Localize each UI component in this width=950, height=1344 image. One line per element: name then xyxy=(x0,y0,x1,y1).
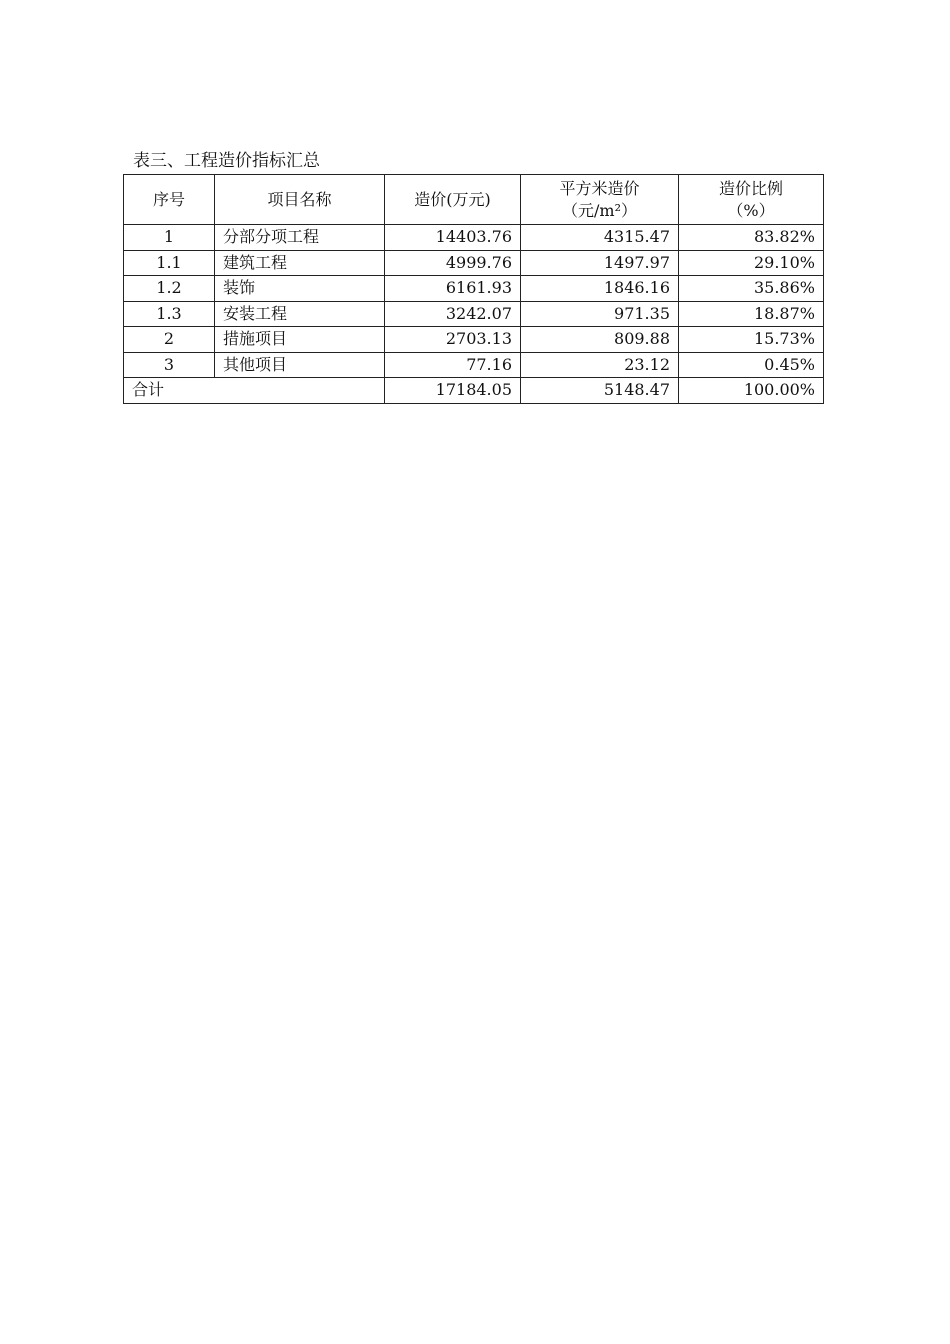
header-no: 序号 xyxy=(124,175,215,225)
cell-unit-cost: 23.12 xyxy=(521,352,679,378)
cell-cost: 3242.07 xyxy=(385,301,521,327)
cell-no: 2 xyxy=(124,327,215,353)
cell-unit-cost: 4315.47 xyxy=(521,225,679,251)
cell-cost: 6161.93 xyxy=(385,276,521,302)
cell-ratio: 35.86% xyxy=(679,276,824,302)
cell-ratio: 15.73% xyxy=(679,327,824,353)
cell-unit-cost: 971.35 xyxy=(521,301,679,327)
total-ratio: 100.00% xyxy=(679,378,824,404)
cell-cost: 14403.76 xyxy=(385,225,521,251)
table-row xyxy=(124,276,824,302)
cell-name: 装饰 xyxy=(215,276,385,302)
cost-index-summary-table xyxy=(123,174,824,404)
header-unit-cost-line2: （元/m²） xyxy=(562,200,637,220)
cell-name: 分部分项工程 xyxy=(215,225,385,251)
cell-no: 3 xyxy=(124,352,215,378)
cell-ratio: 0.45% xyxy=(679,352,824,378)
cell-name: 安装工程 xyxy=(215,301,385,327)
cell-no: 1 xyxy=(124,225,215,251)
cell-name: 措施项目 xyxy=(215,327,385,353)
cell-no: 1.2 xyxy=(124,276,215,302)
header-cost: 造价(万元) xyxy=(385,175,521,225)
table-row xyxy=(124,250,824,276)
header-name: 项目名称 xyxy=(215,175,385,225)
header-unit-cost-line1: 平方米造价 xyxy=(559,178,640,198)
header-ratio-line1: 造价比例 xyxy=(718,178,783,198)
table-row xyxy=(124,225,824,251)
cell-cost: 2703.13 xyxy=(385,327,521,353)
header-ratio xyxy=(679,175,824,225)
table-row xyxy=(124,301,824,327)
table-row xyxy=(124,327,824,353)
header-ratio-line2: （%） xyxy=(727,200,775,220)
total-label: 合计 xyxy=(124,378,385,404)
cell-no: 1.3 xyxy=(124,301,215,327)
cell-unit-cost: 1497.97 xyxy=(521,250,679,276)
total-row xyxy=(124,378,824,404)
table-caption: 表三、工程造价指标汇总 xyxy=(133,151,320,171)
total-unit-cost: 5148.47 xyxy=(521,378,679,404)
cell-name: 建筑工程 xyxy=(215,250,385,276)
total-cost: 17184.05 xyxy=(385,378,521,404)
cell-no: 1.1 xyxy=(124,250,215,276)
cell-name: 其他项目 xyxy=(215,352,385,378)
cell-unit-cost: 809.88 xyxy=(521,327,679,353)
cell-ratio: 29.10% xyxy=(679,250,824,276)
table-row xyxy=(124,352,824,378)
cell-ratio: 18.87% xyxy=(679,301,824,327)
cell-cost: 4999.76 xyxy=(385,250,521,276)
cell-unit-cost: 1846.16 xyxy=(521,276,679,302)
cell-ratio: 83.82% xyxy=(679,225,824,251)
header-unit-cost xyxy=(521,175,679,225)
cell-cost: 77.16 xyxy=(385,352,521,378)
table-header-row xyxy=(124,175,824,225)
